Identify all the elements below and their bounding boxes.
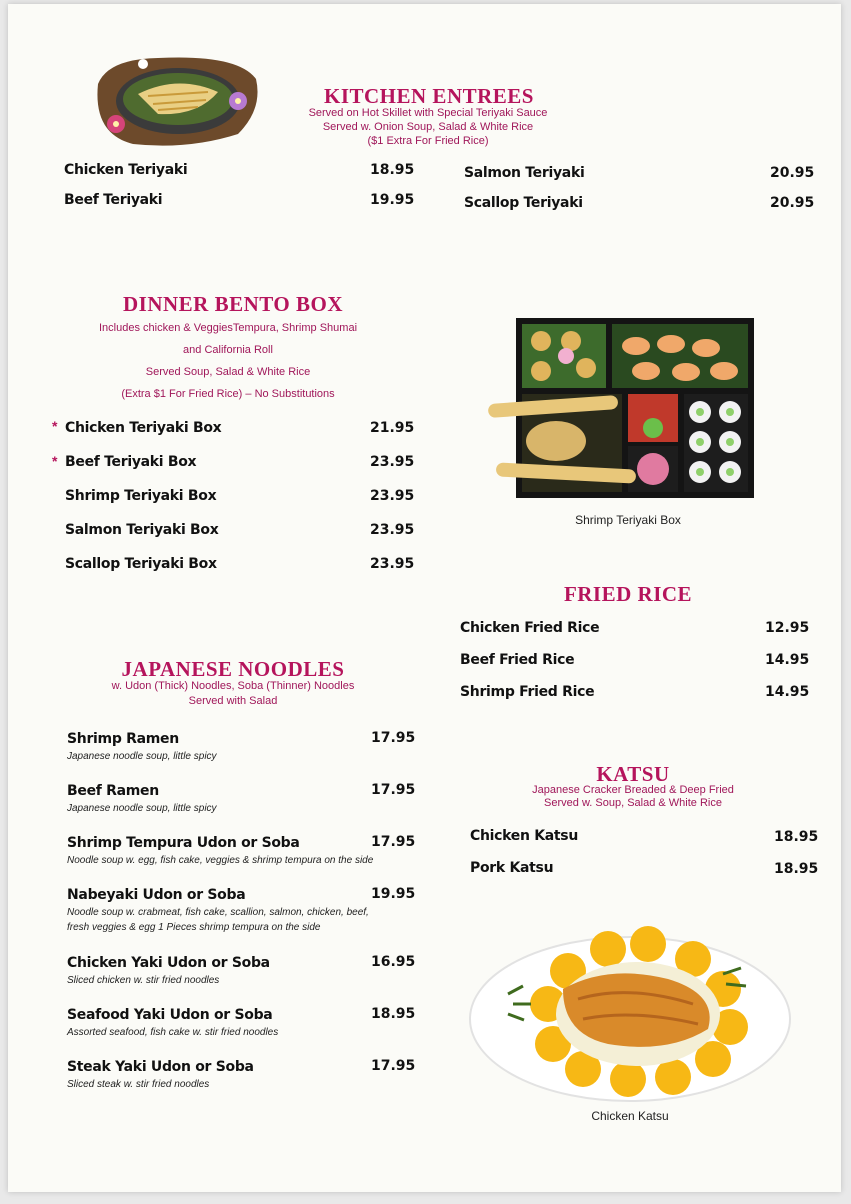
noodle-item-price: 16.95 bbox=[371, 954, 416, 970]
bento-item-price: 23.95 bbox=[370, 454, 415, 470]
noodle-item-price: 17.95 bbox=[371, 1058, 416, 1074]
kitchen-item-name: Beef Teriyaki bbox=[64, 192, 163, 208]
fried-rice-item-price: 12.95 bbox=[765, 620, 810, 636]
kitchen-item-price: 20.95 bbox=[770, 165, 815, 181]
katsu-item-name: Pork Katsu bbox=[470, 860, 554, 876]
signature-star: * bbox=[52, 453, 58, 469]
katsu-sub-2: Served w. Soup, Salad & White Rice bbox=[544, 797, 722, 809]
bento-item-price: 21.95 bbox=[370, 420, 415, 436]
bento-sub-3: Served Soup, Salad & White Rice bbox=[145, 366, 311, 378]
noodle-item-name: Shrimp Ramen bbox=[67, 731, 179, 747]
noodle-item-name: Shrimp Tempura Udon or Soba bbox=[67, 835, 300, 851]
bento-item-name: Chicken Teriyaki Box bbox=[65, 420, 222, 436]
bento-sub-1: Includes chicken & VeggiesTempura, Shrimp Shumai bbox=[98, 322, 358, 334]
noodles-sub-1: w. Udon (Thick) Noodles, Soba (Thinner) Noodles bbox=[111, 680, 355, 692]
kitchen-title: KITCHEN ENTREES bbox=[324, 84, 534, 108]
bento-photo-caption: Shrimp Teriyaki Box bbox=[575, 513, 681, 527]
kitchen-item-price: 20.95 bbox=[770, 195, 815, 211]
katsu-item-price: 18.95 bbox=[774, 861, 819, 877]
noodle-item-desc: fresh veggies & egg 1 Pieces shrimp tempura on the side bbox=[67, 922, 321, 933]
katsu-title: KATSU bbox=[596, 762, 670, 786]
kitchen-item-name: Chicken Teriyaki bbox=[64, 162, 188, 178]
noodle-item-price: 17.95 bbox=[371, 834, 416, 850]
bento-item-name: Salmon Teriyaki Box bbox=[65, 522, 219, 538]
noodle-item-price: 19.95 bbox=[371, 886, 416, 902]
fried-rice-title: FRIED RICE bbox=[563, 582, 693, 606]
bento-item-price: 23.95 bbox=[370, 556, 415, 572]
noodles-title: JAPANESE NOODLES bbox=[121, 657, 345, 681]
fried-rice-item-price: 14.95 bbox=[765, 684, 810, 700]
katsu-sub-1: Japanese Cracker Breaded & Deep Fried bbox=[532, 784, 734, 796]
noodle-item-name: Beef Ramen bbox=[67, 783, 159, 799]
bento-sub-4: (Extra $1 For Fried Rice) – No Substitutions bbox=[121, 388, 335, 400]
noodles-sub-2: Served with Salad bbox=[188, 695, 278, 707]
bento-sub-2: and California Roll bbox=[183, 344, 273, 356]
bento-item-price: 23.95 bbox=[370, 522, 415, 538]
noodle-item-desc: Japanese noodle soup, little spicy bbox=[67, 803, 217, 814]
kitchen-sub-1: Served on Hot Skillet with Special Teriyaki Sauce bbox=[308, 107, 548, 119]
noodle-item-desc: Noodle soup w. crabmeat, fish cake, scallion, salmon, chicken, beef, bbox=[67, 907, 369, 918]
katsu-photo bbox=[468, 919, 793, 1104]
bento-photo bbox=[486, 316, 758, 502]
fried-rice-item-name: Shrimp Fried Rice bbox=[460, 684, 595, 700]
menu-page bbox=[8, 4, 841, 1192]
noodle-item-desc: Sliced steak w. stir fried noodles bbox=[67, 1079, 210, 1090]
bento-item-price: 23.95 bbox=[370, 488, 415, 504]
kitchen-item-price: 19.95 bbox=[370, 192, 415, 208]
noodle-item-price: 17.95 bbox=[371, 782, 416, 798]
katsu-item-price: 18.95 bbox=[774, 829, 819, 845]
katsu-item-name: Chicken Katsu bbox=[470, 828, 578, 844]
noodle-item-name: Steak Yaki Udon or Soba bbox=[67, 1059, 254, 1075]
bento-item-name: Scallop Teriyaki Box bbox=[65, 556, 217, 572]
noodle-item-name: Seafood Yaki Udon or Soba bbox=[67, 1007, 273, 1023]
noodle-item-desc: Japanese noodle soup, little spicy bbox=[67, 751, 217, 762]
bento-title: DINNER BENTO BOX bbox=[123, 292, 343, 316]
kitchen-item-name: Salmon Teriyaki bbox=[464, 165, 585, 181]
kitchen-sub-2: Served w. Onion Soup, Salad & White Rice bbox=[322, 121, 534, 133]
noodle-item-name: Chicken Yaki Udon or Soba bbox=[67, 955, 270, 971]
fried-rice-item-name: Chicken Fried Rice bbox=[460, 620, 600, 636]
kitchen-sub-3: ($1 Extra For Fried Rice) bbox=[367, 135, 489, 147]
noodle-item-name: Nabeyaki Udon or Soba bbox=[67, 887, 246, 903]
kitchen-item-name: Scallop Teriyaki bbox=[464, 195, 583, 211]
katsu-photo-caption: Chicken Katsu bbox=[591, 1109, 669, 1123]
fried-rice-item-name: Beef Fried Rice bbox=[460, 652, 575, 668]
bento-item-name: Shrimp Teriyaki Box bbox=[65, 488, 217, 504]
bento-item-name: Beef Teriyaki Box bbox=[65, 454, 197, 470]
fried-rice-item-price: 14.95 bbox=[765, 652, 810, 668]
noodle-item-price: 18.95 bbox=[371, 1006, 416, 1022]
noodle-item-price: 17.95 bbox=[371, 730, 416, 746]
skillet-photo bbox=[88, 54, 263, 149]
noodle-item-desc: Noodle soup w. egg, fish cake, veggies & shrimp tempura on the side bbox=[67, 855, 374, 866]
signature-star: * bbox=[52, 418, 58, 434]
noodle-item-desc: Sliced chicken w. stir fried noodles bbox=[67, 975, 220, 986]
kitchen-item-price: 18.95 bbox=[370, 162, 415, 178]
noodle-item-desc: Assorted seafood, fish cake w. stir fried noodles bbox=[67, 1027, 279, 1038]
